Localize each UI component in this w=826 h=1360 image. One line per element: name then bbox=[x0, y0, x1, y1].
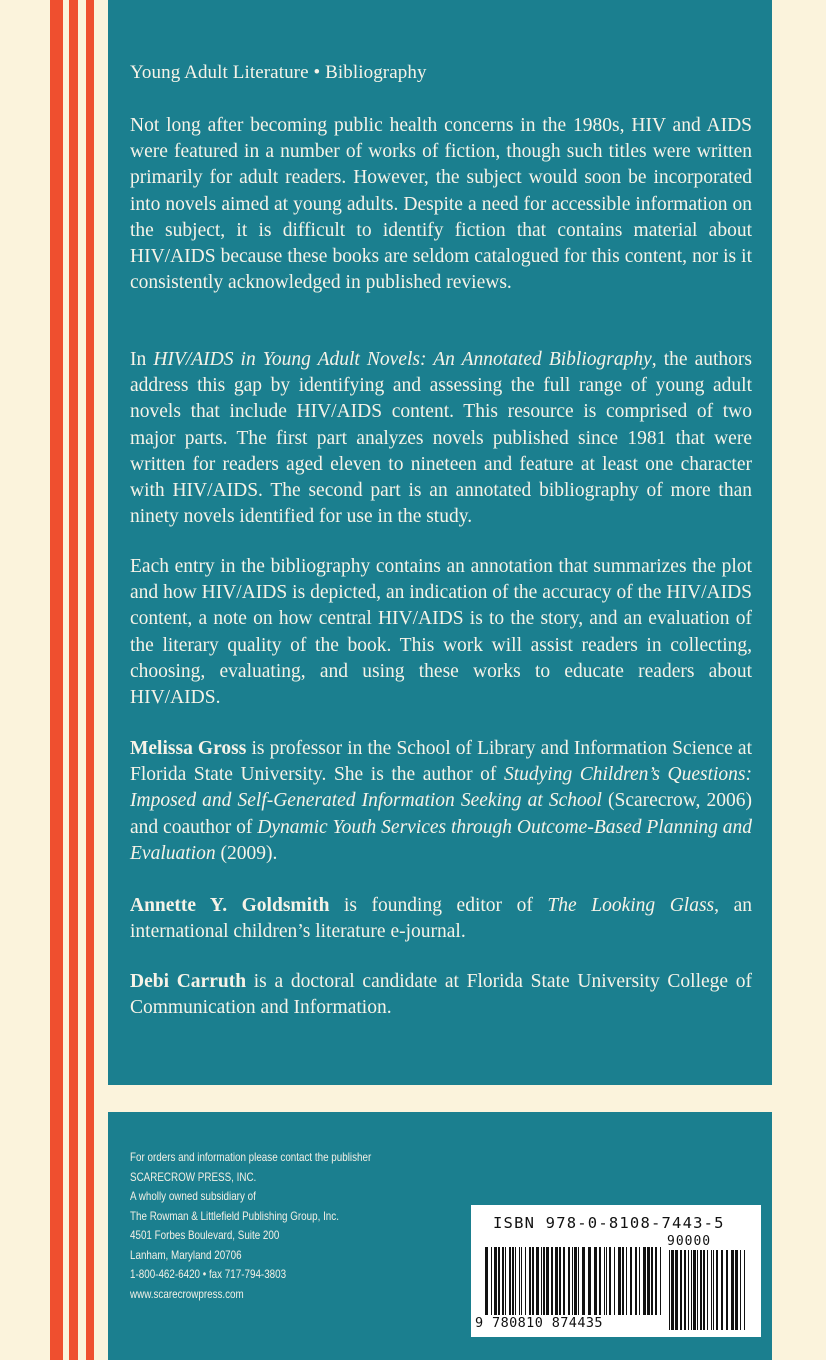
barcode-bar bbox=[604, 1247, 605, 1315]
barcode-bar bbox=[494, 1247, 497, 1315]
barcode-box bbox=[471, 1205, 761, 1337]
barcode-bar bbox=[630, 1247, 632, 1315]
barcode-bar bbox=[599, 1247, 601, 1315]
barcode-bar bbox=[563, 1247, 565, 1315]
barcode-bar bbox=[744, 1250, 745, 1330]
barcode-bar bbox=[512, 1247, 514, 1315]
barcode-bar bbox=[532, 1247, 534, 1315]
spine-stripe-3 bbox=[86, 0, 94, 1360]
author-name: Melissa Gross bbox=[130, 738, 247, 759]
barcode-bar bbox=[643, 1247, 646, 1315]
barcode-bar bbox=[505, 1247, 506, 1315]
publisher-panel bbox=[108, 1112, 772, 1360]
barcode-bar bbox=[614, 1247, 615, 1315]
barcode-bar bbox=[626, 1247, 627, 1315]
barcode-bar bbox=[675, 1250, 678, 1330]
barcode-bar bbox=[671, 1250, 674, 1330]
barcode-bar bbox=[578, 1247, 579, 1315]
publisher-website: www.scarecrowpress.com bbox=[130, 1286, 244, 1301]
barcode-bar bbox=[502, 1247, 504, 1315]
publisher-line: 1-800-462-6420 • fax 717-794-3803 bbox=[130, 1267, 287, 1281]
barcode-bar bbox=[582, 1247, 585, 1315]
barcode-bar bbox=[688, 1250, 689, 1330]
publisher-line: A wholly owned subsidiary of bbox=[130, 1189, 256, 1203]
barcode-bar bbox=[700, 1250, 702, 1330]
author-name: Debi Carruth bbox=[130, 971, 247, 992]
ean-digits: 9 780810 874435 bbox=[475, 1315, 603, 1331]
barcode-bar bbox=[491, 1247, 492, 1315]
barcode-bar bbox=[713, 1250, 714, 1330]
author-name: Annette Y. Goldsmith bbox=[130, 895, 330, 916]
barcode-bar bbox=[639, 1247, 640, 1315]
barcode-bar bbox=[609, 1247, 611, 1315]
barcode-bar bbox=[711, 1250, 712, 1330]
barcode-bar bbox=[684, 1250, 686, 1330]
barcode-bar bbox=[735, 1250, 738, 1330]
barcode-bar bbox=[655, 1247, 657, 1315]
barcode-bar bbox=[594, 1247, 597, 1315]
barcode-bar bbox=[498, 1247, 500, 1315]
isbn-label: ISBN 978-0-8108-7443-5 bbox=[493, 1214, 725, 1232]
barcode-bar bbox=[697, 1250, 698, 1330]
barcode-bar bbox=[669, 1250, 670, 1330]
barcode-bar bbox=[555, 1247, 558, 1315]
author-bio-gross: Melissa Gross is professor in the School of Library and Information Science at Florida State University. She is the author of Studying Children’s Questions: Imposed and Self-Generated Information Seeking at School (Scarecrow, 2006) and coauthor of Dynamic Youth Services through Outcome-Based Planning and Evaluation (2009). bbox=[130, 738, 753, 864]
barcode-bar bbox=[485, 1247, 488, 1315]
publisher-line: 4501 Forbes Boulevard, Suite 200 bbox=[130, 1228, 280, 1242]
barcode-bar bbox=[574, 1247, 577, 1315]
series-line: Young Adult Literature • Bibliography bbox=[130, 62, 427, 83]
publisher-line: The Rowman & Littlefield Publishing Group, Inc. bbox=[130, 1208, 339, 1223]
publisher-line: SCARECROW PRESS, INC. bbox=[130, 1169, 257, 1184]
barcode-bar bbox=[680, 1250, 682, 1330]
publisher-line: Lanham, Maryland 20706 bbox=[130, 1247, 242, 1262]
ean-barcode bbox=[485, 1247, 663, 1315]
barcode-bar bbox=[740, 1250, 741, 1330]
book-title: HIV/AIDS in Young Adult Novels: An Annotated Bibliography bbox=[153, 349, 652, 370]
barcode-bar bbox=[606, 1247, 607, 1315]
barcode-bar bbox=[509, 1247, 511, 1315]
barcode-bar bbox=[707, 1250, 708, 1330]
publisher-info bbox=[130, 1148, 371, 1304]
author-bio-goldsmith: Annette Y. Goldsmith is founding editor of The Looking Glass, an international children’s literature e-journal. bbox=[130, 895, 752, 943]
barcode-bar bbox=[721, 1250, 723, 1330]
barcode-bar bbox=[691, 1250, 692, 1330]
price-addon-barcode bbox=[669, 1250, 747, 1330]
barcode-bar bbox=[521, 1247, 522, 1315]
barcode-bar bbox=[519, 1247, 520, 1315]
author-bio-carruth: Debi Carruth is a doctoral candidate at Florida State University College of Communication and Information. bbox=[130, 971, 753, 1019]
barcode-bar bbox=[525, 1247, 526, 1315]
barcode-bar bbox=[731, 1250, 734, 1330]
description-paragraph-2: In HIV/AIDS in Young Adult Novels: An Annotated Bibliography, the authors address this gap by identifying and assessing the full range of young adult novels that include HIV/AIDS content. This resource is comprised of two major parts. The first part analyzes novels published since 1981 that were written for readers aged eleven to nineteen and feature at least one character with HIV/AIDS. The second part is an annotated bibliography of more than ninety novels identified for use in the study. bbox=[130, 349, 752, 528]
barcode-bar bbox=[559, 1247, 561, 1315]
barcode-bar bbox=[551, 1247, 553, 1315]
barcode-bar bbox=[660, 1247, 661, 1315]
barcode-bar bbox=[635, 1247, 637, 1315]
barcode-bar bbox=[651, 1247, 653, 1315]
description-paragraph-1: Not long after becoming public health concerns in the 1980s, HIV and AIDS were featured in a number of works of fiction, though such titles were written primarily for adult readers. However, the subject would soon be incorporated into novels aimed at young adults. Despite a need for accessible information on the subject, it is difficult to identify fiction that contains material about HIV/AIDS because these books are seldom catalogued for this content, nor is it consistently acknowledged in published reviews. bbox=[130, 115, 752, 294]
barcode-bar bbox=[536, 1247, 539, 1315]
price-code: 90000 bbox=[667, 1234, 712, 1249]
barcode-bar bbox=[541, 1247, 542, 1315]
barcode-bar bbox=[622, 1247, 624, 1315]
barcode-bar bbox=[572, 1247, 573, 1315]
barcode-bar bbox=[588, 1247, 591, 1315]
barcode-bar bbox=[647, 1247, 650, 1315]
barcode-bar bbox=[693, 1250, 696, 1330]
barcode-bar bbox=[568, 1247, 570, 1315]
barcode-bar bbox=[543, 1247, 545, 1315]
barcode-bar bbox=[703, 1250, 705, 1330]
publisher-line: For orders and information please contact the publisher bbox=[130, 1150, 372, 1164]
barcode-bar bbox=[529, 1247, 531, 1315]
barcode-bar bbox=[716, 1250, 718, 1330]
spine-stripe-1 bbox=[50, 0, 63, 1360]
spine-stripe-2 bbox=[69, 0, 78, 1360]
description-paragraph-3: Each entry in the bibliography contains an annotation that summarizes the plot and how HIV/AIDS is depicted, an indication of the accuracy of the HIV/AIDS content, a note on how central HIV/AIDS is to the story, and an evaluation of the literary quality of the book. This work will assist readers in collecting, choosing, evaluating, and using these works to educate readers about HIV/AIDS. bbox=[130, 556, 752, 709]
barcode-bar bbox=[546, 1247, 549, 1315]
barcode-bar bbox=[618, 1247, 621, 1315]
barcode-bar bbox=[515, 1247, 516, 1315]
description-panel bbox=[108, 0, 772, 1085]
barcode-bar bbox=[726, 1250, 728, 1330]
